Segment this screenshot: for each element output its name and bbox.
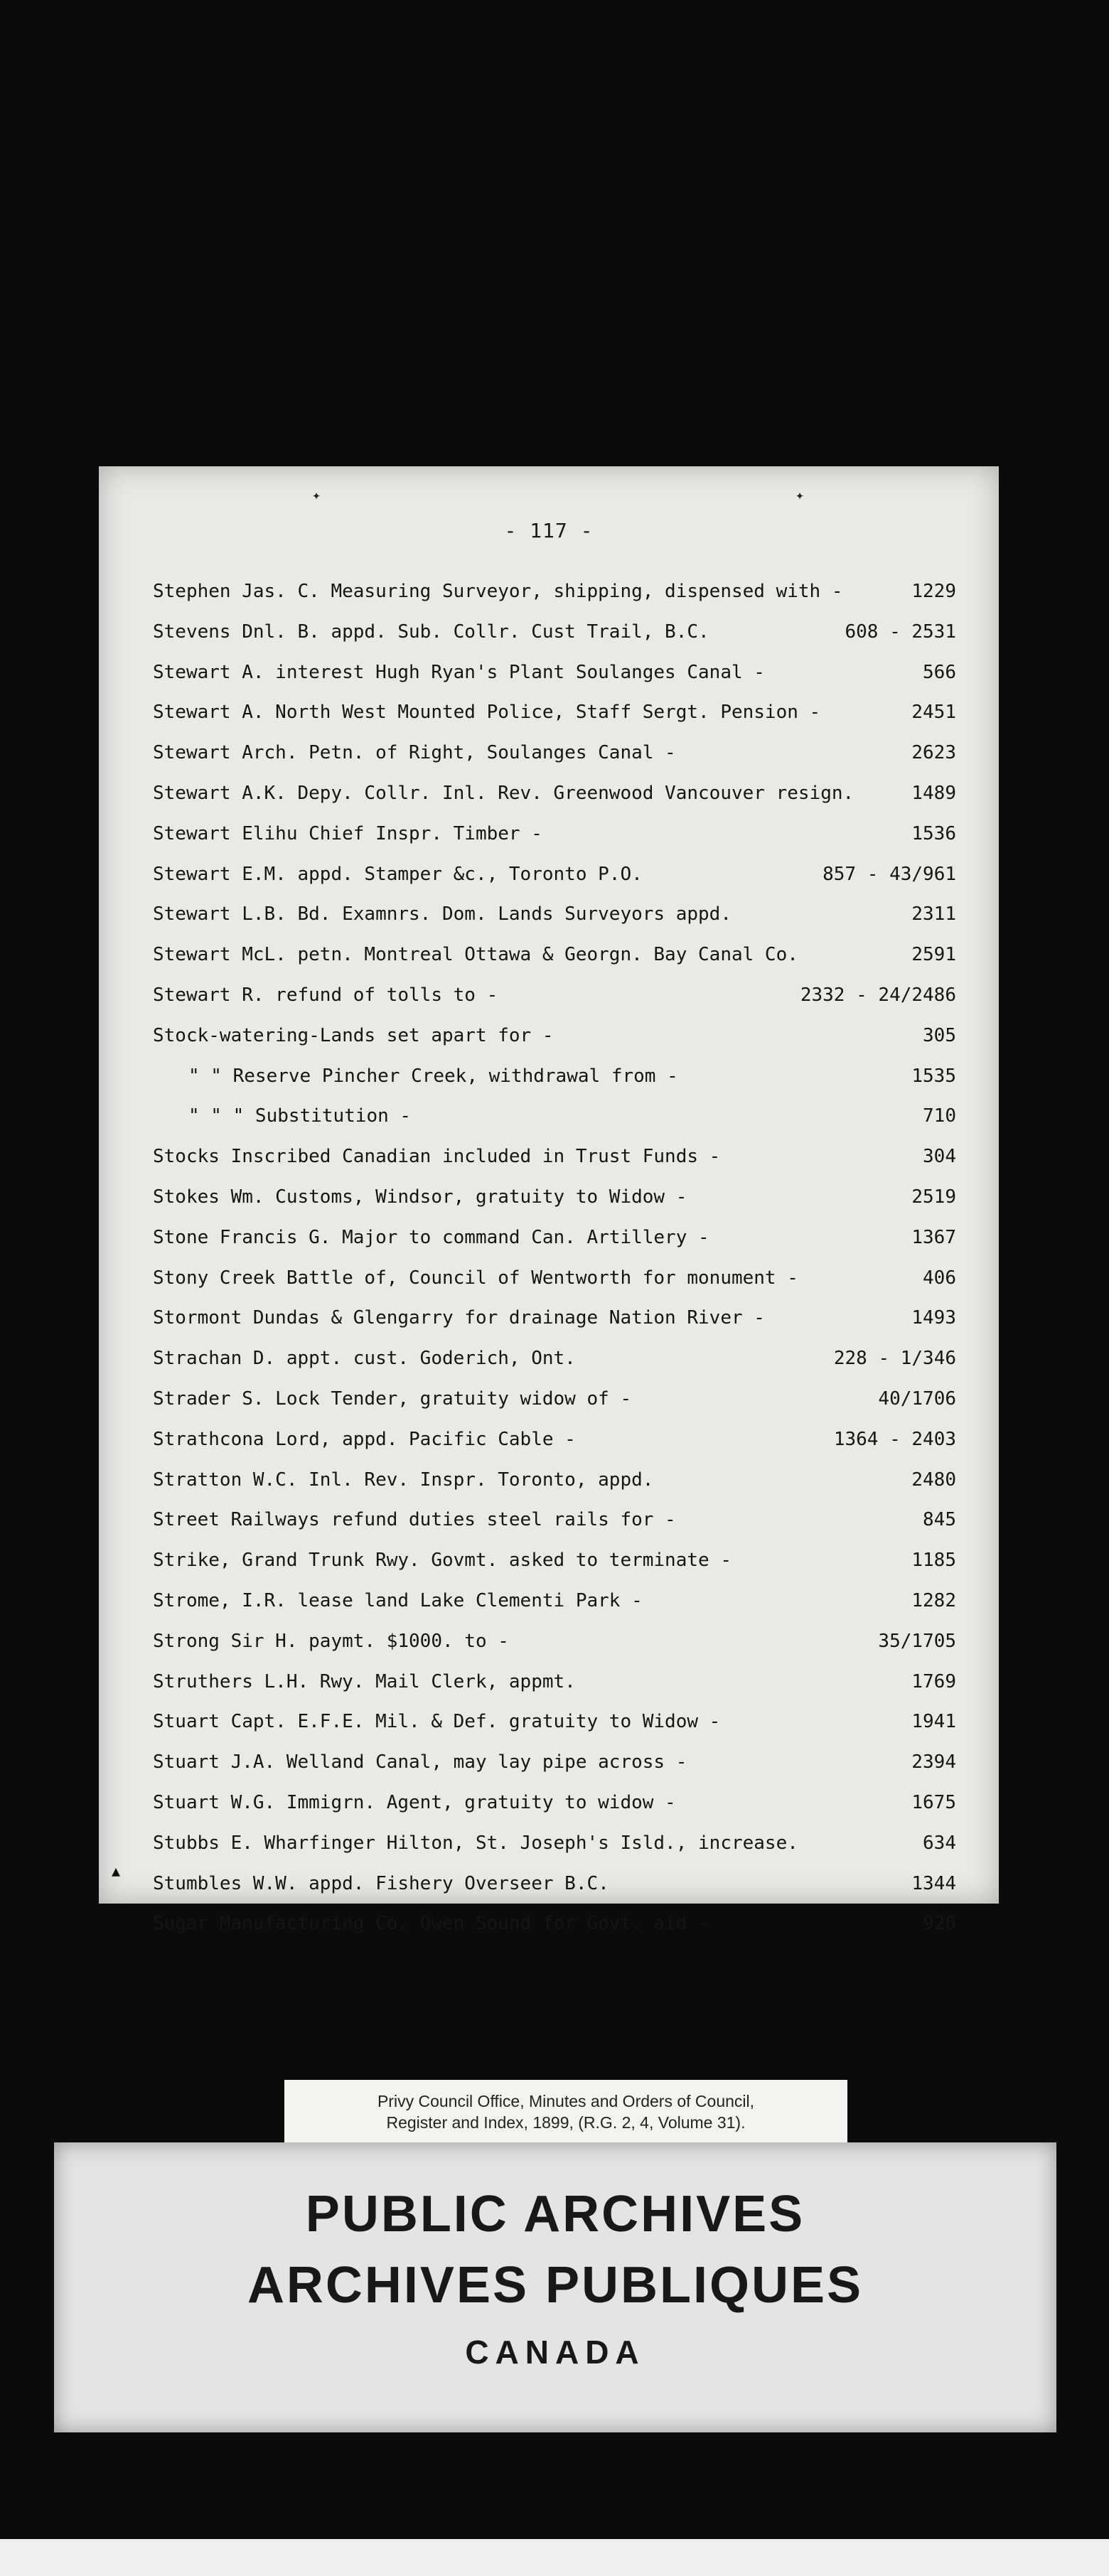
entry-name: Street Railways refund duties steel rails for -	[153, 1509, 676, 1531]
entry-reference: 35/1705	[878, 1630, 956, 1652]
entry-name: Stock-watering-Lands set apart for -	[153, 1024, 554, 1046]
entry-reference: 608 - 2531	[845, 621, 956, 643]
index-entry	[153, 653, 956, 693]
entry-name: Stocks Inscribed Canadian included in Trust Funds -	[153, 1146, 721, 1168]
index-entry	[153, 1742, 956, 1783]
index-entry	[153, 1016, 956, 1056]
index-entry	[153, 1218, 956, 1258]
entry-reference: 1229	[911, 581, 956, 602]
index-entry	[153, 1783, 956, 1823]
stamp-line-1: PUBLIC ARCHIVES	[305, 2186, 805, 2243]
page-corner-mark: ▲	[112, 1862, 121, 1879]
index-entries	[153, 571, 956, 1944]
entry-reference: 406	[923, 1267, 956, 1289]
index-entry	[153, 692, 956, 733]
stamp-line-2: ARCHIVES PUBLIQUES	[247, 2257, 864, 2314]
entry-reference: 2519	[911, 1186, 956, 1208]
punch-mark-right: ✦	[795, 486, 805, 503]
entry-reference: 566	[923, 661, 956, 683]
entry-reference: 926	[923, 1913, 956, 1935]
entry-name: Stubbs E. Wharfinger Hilton, St. Joseph's Isld., increase.	[153, 1832, 798, 1854]
entry-reference: 2480	[911, 1469, 956, 1491]
entry-name: Stewart A. North West Mounted Police, Staff Sergt. Pension -	[153, 702, 821, 724]
entry-reference: 1493	[911, 1307, 956, 1329]
entry-name: Stony Creek Battle of, Council of Wentworth for monument -	[153, 1267, 798, 1289]
punch-mark-left: ✦	[312, 486, 321, 503]
entry-reference: 2332 - 24/2486	[800, 984, 956, 1006]
entry-name: Stormont Dundas & Glengarry for drainage Nation River -	[153, 1307, 765, 1329]
entry-name: Strader S. Lock Tender, gratuity widow of -	[153, 1388, 632, 1410]
entry-reference: 1769	[911, 1670, 956, 1692]
index-entry	[153, 1823, 956, 1864]
index-entry	[153, 894, 956, 935]
entry-name: Stuart W.G. Immigrn. Agent, gratuity to widow -	[153, 1791, 676, 1813]
entry-reference: 1185	[911, 1550, 956, 1572]
archives-stamp	[54, 2142, 1056, 2432]
index-entry	[153, 1298, 956, 1338]
entry-name: Stewart L.B. Bd. Examnrs. Dom. Lands Surveyors appd.	[153, 903, 732, 925]
entry-name: Stewart McL. petn. Montreal Ottawa & Georgn. Bay Canal Co.	[153, 944, 798, 966]
entry-reference: 634	[923, 1832, 956, 1854]
entry-name: " " Reserve Pincher Creek, withdrawal from -	[188, 1065, 678, 1087]
entry-name: Stone Francis G. Major to command Can. Artillery -	[153, 1226, 709, 1248]
entry-name: Sugar Manufacturing Co. Owen Sound for Govt. aid -	[153, 1913, 709, 1935]
entry-name: Stewart E.M. appd. Stamper &c., Toronto P.O.	[153, 863, 643, 885]
index-entry	[153, 1581, 956, 1621]
entry-name: Stumbles W.W. appd. Fishery Overseer B.C.	[153, 1872, 609, 1894]
entry-name: Stevens Dnl. B. appd. Sub. Collr. Cust Trail, B.C.	[153, 621, 709, 643]
index-entry	[153, 1258, 956, 1299]
index-entry	[153, 935, 956, 975]
caption-line-1: Privy Council Office, Minutes and Orders of Council,	[377, 2092, 755, 2110]
index-entry	[153, 1420, 956, 1460]
entry-reference: 1364 - 2403	[833, 1428, 956, 1450]
entry-name: Stewart Arch. Petn. of Right, Soulanges Canal -	[153, 742, 676, 764]
entry-reference: 228 - 1/346	[833, 1348, 956, 1370]
entry-name: Stewart A.K. Depy. Collr. Inl. Rev. Greenwood Vancouver resign.	[153, 782, 854, 804]
entry-reference: 2394	[911, 1751, 956, 1773]
entry-reference: 1282	[911, 1589, 956, 1611]
index-entry	[153, 733, 956, 773]
entry-reference: 305	[923, 1024, 956, 1046]
index-entry	[153, 1500, 956, 1540]
entry-reference: 1536	[911, 822, 956, 844]
entry-reference: 1941	[911, 1711, 956, 1733]
index-entry	[153, 1338, 956, 1379]
entry-reference: 1367	[911, 1226, 956, 1248]
index-entry	[153, 612, 956, 653]
entry-reference: 1344	[911, 1872, 956, 1894]
entry-reference: 2451	[911, 702, 956, 724]
entry-name: Struthers L.H. Rwy. Mail Clerk, appmt.	[153, 1670, 576, 1692]
index-entry	[153, 1379, 956, 1420]
entry-name: Strike, Grand Trunk Rwy. Govmt. asked to terminate -	[153, 1550, 732, 1572]
entry-reference: 1489	[911, 782, 956, 804]
entry-reference: 2311	[911, 903, 956, 925]
entry-name: Strachan D. appt. cust. Goderich, Ont.	[153, 1348, 576, 1370]
index-entry	[153, 814, 956, 854]
index-entry	[153, 1177, 956, 1218]
bottom-strip	[0, 2539, 1109, 2576]
index-entry	[153, 975, 956, 1016]
page-number: - 117 -	[504, 519, 594, 542]
entry-name: " " " Substitution -	[188, 1105, 412, 1127]
index-entry	[153, 1864, 956, 1904]
entry-name: Stewart R. refund of tolls to -	[153, 984, 498, 1006]
index-entry	[153, 571, 956, 612]
stamp-line-3: CANADA	[465, 2334, 645, 2371]
entry-name: Strathcona Lord, appd. Pacific Cable -	[153, 1428, 576, 1450]
index-entry	[153, 1662, 956, 1702]
caption-line-2: Register and Index, 1899, (R.G. 2, 4, Volume 31).	[386, 2113, 746, 2132]
index-entry	[153, 854, 956, 895]
entry-name: Stratton W.C. Inl. Rev. Inspr. Toronto, appd.	[153, 1469, 654, 1491]
index-entry	[153, 1904, 956, 1944]
index-entry	[153, 1137, 956, 1177]
entry-reference: 304	[923, 1146, 956, 1168]
entry-name: Stuart Capt. E.F.E. Mil. & Def. gratuity to Widow -	[153, 1711, 721, 1733]
entry-reference: 710	[923, 1105, 956, 1127]
index-entry	[153, 1056, 956, 1097]
entry-name: Stewart A. interest Hugh Ryan's Plant Soulanges Canal -	[153, 661, 765, 683]
index-entry	[153, 1096, 956, 1137]
entry-name: Strong Sir H. paymt. $1000. to -	[153, 1630, 509, 1652]
entry-reference: 1675	[911, 1791, 956, 1813]
entry-name: Stuart J.A. Welland Canal, may lay pipe across -	[153, 1751, 687, 1773]
entry-reference: 40/1706	[878, 1388, 956, 1410]
entry-reference: 1535	[911, 1065, 956, 1087]
entry-name: Stokes Wm. Customs, Windsor, gratuity to Widow -	[153, 1186, 687, 1208]
entry-reference: 2591	[911, 944, 956, 966]
index-entry	[153, 1540, 956, 1581]
index-entry	[153, 1621, 956, 1662]
entry-reference: 2623	[911, 742, 956, 764]
entry-reference: 857 - 43/961	[823, 863, 956, 885]
entry-reference: 845	[923, 1509, 956, 1531]
index-entry	[153, 773, 956, 814]
index-page	[99, 466, 999, 1935]
index-entry	[153, 1460, 956, 1501]
entry-name: Stewart Elihu Chief Inspr. Timber -	[153, 822, 542, 844]
entry-name: Strome, I.R. lease land Lake Clementi Park -	[153, 1589, 643, 1611]
entry-name: Stephen Jas. C. Measuring Surveyor, shipping, dispensed with -	[153, 581, 843, 602]
archive-caption	[284, 2080, 847, 2144]
index-entry	[153, 1702, 956, 1742]
